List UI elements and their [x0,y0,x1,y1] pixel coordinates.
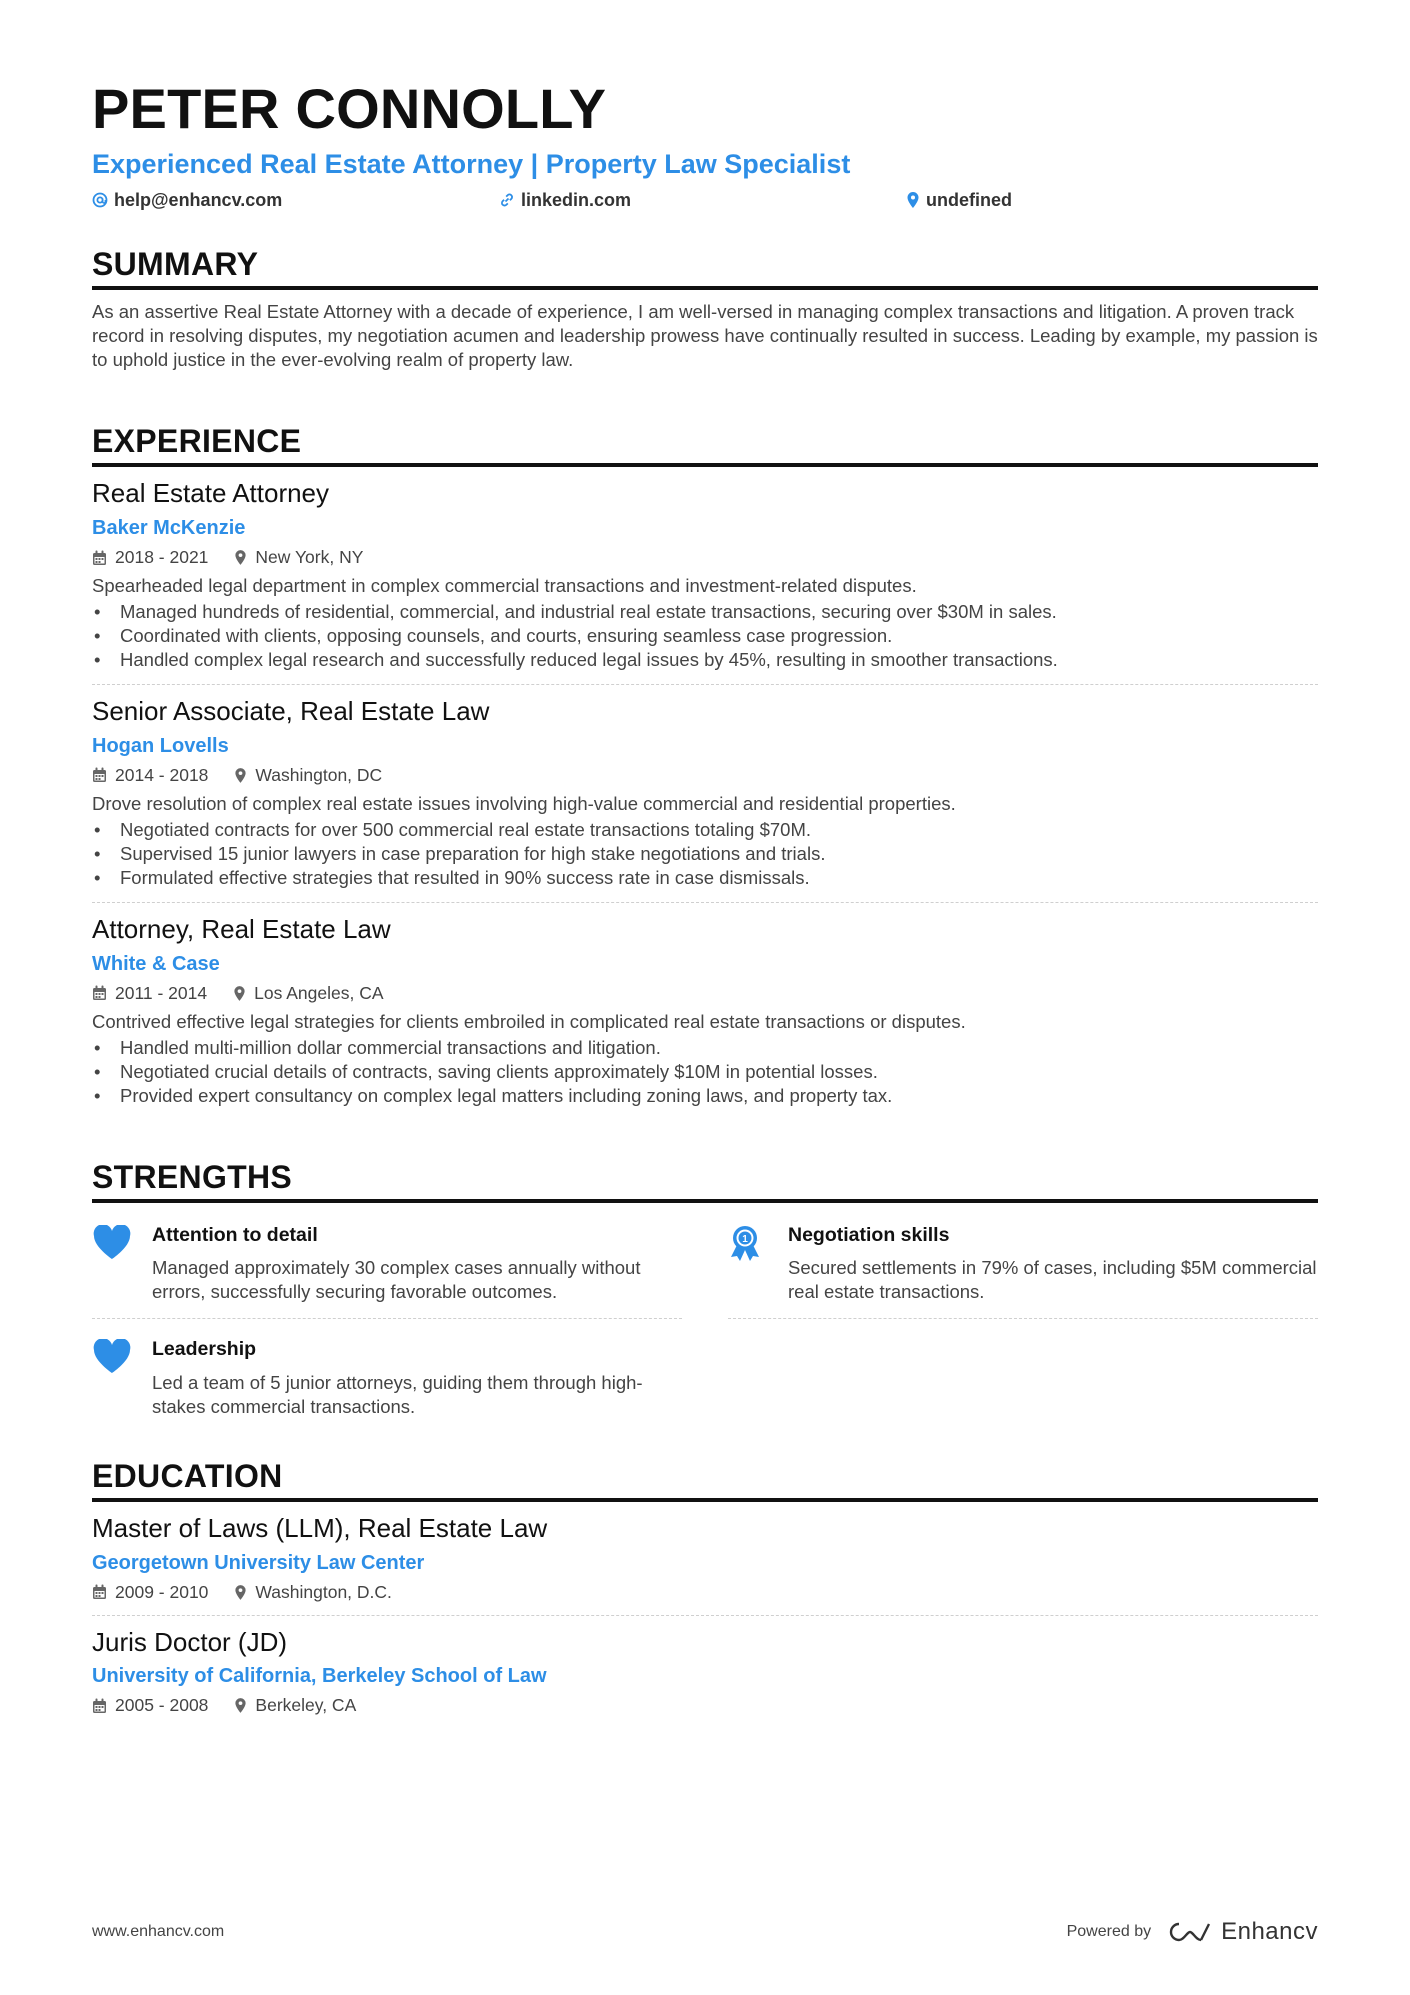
enhancv-logo-icon [1167,1920,1213,1944]
email-text: help@enhancv.com [114,189,283,210]
strengths-grid [92,1219,1318,1447]
education-dates: 2009 - 2010 [115,1581,209,1602]
company-name: Baker McKenzie [92,517,246,540]
location-text: undefined [926,189,1012,210]
strength-item [92,1333,682,1432]
footer-website-link[interactable]: www.enhancv.com [92,1923,225,1940]
svg-text:1: 1 [742,1233,748,1245]
job-description: Drove resolution of complex real estate issues involving high-value commercial and residential properties. [92,792,956,814]
education-meta [92,1582,1318,1603]
at-sign-icon [92,192,108,208]
map-pin-icon [906,191,920,209]
job-description: Contrived effective legal strategies for clients embroiled in complicated real estate transactions or disputes. [92,1010,966,1032]
experience-entry [92,467,1318,685]
page-footer [92,1918,1318,1946]
candidate-name: PETER CONNOLLY [92,77,607,140]
education-location: Berkeley, CA [255,1695,357,1716]
contact-bar [92,190,1318,211]
bullet-item: • Managed hundreds of residential, commercial, and industrial real estate transactions, securing over $30M in sales. [92,600,1318,624]
award-ribbon-icon [728,1223,788,1304]
job-title: Attorney, Real Estate Law [92,913,391,944]
education-entry [92,1502,1318,1616]
bullet-item: • Handled multi-million dollar commercial transactions and litigation. [92,1036,1318,1060]
experience-heading: EXPERIENCE [92,424,1318,467]
linkedin-text: linkedin.com [521,189,632,210]
job-location: Los Angeles, CA [254,982,384,1003]
degree-title: Juris Doctor (JD) [92,1626,288,1657]
summary-section [92,247,1318,372]
bullet-item: • Supervised 15 junior lawyers in case preparation for high stake negotiations and trials. [92,842,1318,866]
school-name: University of California, Berkeley School of Law [92,1665,547,1688]
job-title: Real Estate Attorney [92,478,330,509]
strength-description: Led a team of 5 junior attorneys, guiding them through high-stakes commercial transactions. [152,1371,643,1417]
job-description: Spearheaded legal department in complex commercial transactions and investment-related disputes. [92,575,917,597]
education-dates: 2005 - 2008 [115,1695,209,1716]
job-meta [92,983,1318,1004]
experience-section [92,424,1318,1120]
strength-title: Leadership [152,1338,257,1361]
map-pin-icon [234,1584,247,1601]
job-location: New York, NY [255,547,364,568]
job-meta [92,547,1318,568]
summary-heading: SUMMARY [92,247,1318,290]
experience-entry [92,685,1318,903]
job-bullets [92,600,1318,672]
education-section [92,1459,1318,1729]
strengths-heading: STRENGTHS [92,1160,1318,1203]
education-meta [92,1695,1318,1716]
strengths-section [92,1160,1318,1447]
bullet-item: • Negotiated contracts for over 500 commercial real estate transactions totaling $70M. [92,818,1318,842]
job-title: Senior Associate, Real Estate Law [92,696,490,727]
link-icon [499,192,515,208]
contact-email[interactable] [92,190,499,211]
strength-title: Attention to detail [152,1223,318,1246]
powered-by-label: Powered by [1066,1923,1152,1940]
candidate-headline: Experienced Real Estate Attorney | Property Law Specialist [92,148,851,179]
bullet-item: • Handled complex legal research and successfully reduced legal issues by 45%, resulting in smoother transactions. [92,648,1318,672]
strength-title: Negotiation skills [788,1223,950,1246]
map-pin-icon [234,767,247,784]
experience-entry [92,903,1318,1120]
company-name: Hogan Lovells [92,734,229,757]
degree-title: Master of Laws (LLM), Real Estate Law [92,1512,548,1543]
strength-description: Secured settlements in 79% of cases, including $5M commercial real estate transactions. [788,1257,1317,1303]
job-dates: 2018 - 2021 [115,547,209,568]
calendar-icon [92,1698,107,1714]
calendar-icon [92,985,107,1001]
strength-item [92,1219,682,1319]
contact-linkedin[interactable] [499,190,906,211]
job-bullets [92,818,1318,890]
heart-icon [92,1223,152,1304]
job-bullets [92,1036,1318,1108]
strength-description: Managed approximately 30 complex cases annually without errors, successfully securing favorable outcomes. [152,1257,641,1303]
map-pin-icon [234,1697,247,1714]
job-dates: 2011 - 2014 [115,982,208,1003]
education-entry [92,1616,1318,1729]
calendar-icon [92,550,107,566]
job-dates: 2014 - 2018 [115,764,209,785]
company-name: White & Case [92,952,220,975]
map-pin-icon [233,985,246,1002]
job-meta [92,765,1318,786]
education-location: Washington, D.C. [255,1581,392,1602]
map-pin-icon [234,549,247,566]
education-heading: EDUCATION [92,1459,1318,1502]
bullet-item: • Formulated effective strategies that resulted in 90% success rate in case dismissals. [92,866,1318,890]
enhancv-logo[interactable] [1167,1918,1318,1946]
summary-text: As an assertive Real Estate Attorney with a decade of experience, I am well-versed in managing complex transactions and litigation. A proven track record in resolving disputes, my negotiation acumen and leadership prowess have continually resulted in success. Leading by example, my passion is to uphold justice in the ever-evolving realm of property law. [92,301,1318,371]
strength-item [728,1219,1318,1319]
powered-by [1067,1918,1318,1946]
bullet-item: • Coordinated with clients, opposing counsels, and courts, ensuring seamless case progression. [92,624,1318,648]
bullet-item: • Provided expert consultancy on complex legal matters including zoning laws, and property tax. [92,1084,1318,1108]
calendar-icon [92,1584,107,1600]
enhancv-logo-text: Enhancv [1221,1918,1318,1945]
heart-icon [92,1337,152,1418]
contact-location [906,190,1012,211]
bullet-item: • Negotiated crucial details of contracts, saving clients approximately $10M in potential losses. [92,1060,1318,1084]
school-name: Georgetown University Law Center [92,1551,425,1574]
calendar-icon [92,767,107,783]
job-location: Washington, DC [255,764,383,785]
